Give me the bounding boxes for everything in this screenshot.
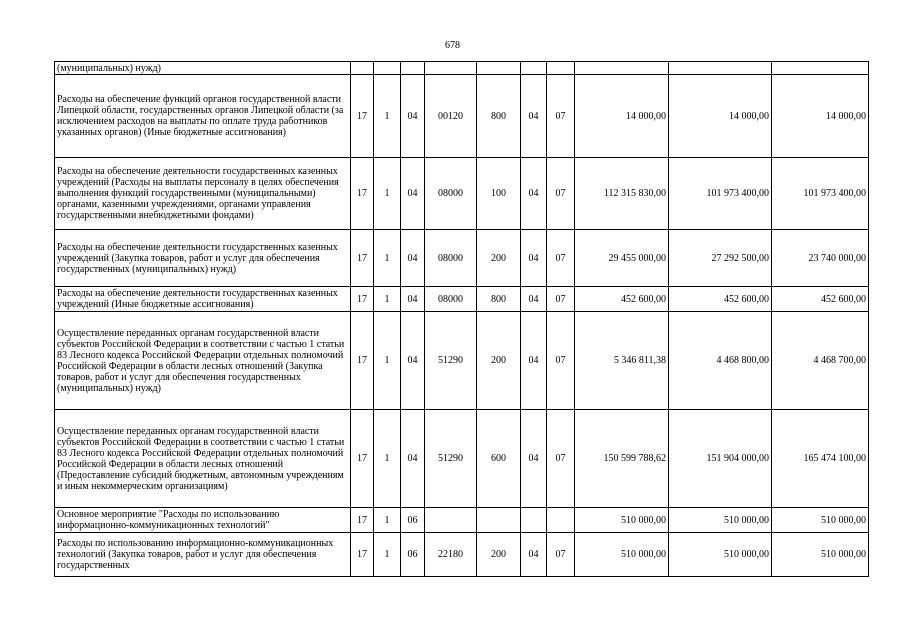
cell-amount-year1: 510 000,00 (575, 533, 669, 577)
cell-amount-year1: 150 599 788,62 (575, 410, 669, 508)
cell-description: Расходы на обеспечение функций органов государственной власти Липецкой области, государственных органов Липецкой области (за исключением расходов на выплаты по оплате труда работников указанных органов) (Иные бюджетные ассигнования) (55, 75, 351, 158)
cell-description: Осуществление переданных органам государственной власти субъектов Российской Федерации в соответствии с частью 1 статьи 83 Лесного кодекса Российской Федерации отдельных полномочий Российской Федерации в области лесных отношений (Предоставление субсидий бюджетным, автономным учреждениям и иным некоммерческим организациям) (55, 410, 351, 508)
cell-expense-type: 200 (477, 312, 521, 410)
table-row (55, 312, 869, 410)
cell-amount-year1: 5 346 811,38 (575, 312, 669, 410)
cell-subprogram: 04 (401, 287, 425, 312)
cell-chapter: 17 (351, 75, 374, 158)
cell-expense-type: 800 (477, 75, 521, 158)
cell-chapter: 17 (351, 533, 374, 577)
cell-direction: 08000 (425, 158, 477, 230)
table-body (55, 62, 869, 577)
cell-subsection: 07 (547, 158, 575, 230)
cell-expense-type: 800 (477, 287, 521, 312)
cell-direction: 51290 (425, 410, 477, 508)
cell-description: Расходы на обеспечение деятельности государственных казенных учреждений (Иные бюджетные ассигнования) (55, 287, 351, 312)
cell-subprogram: 06 (401, 508, 425, 533)
cell-amount-year1: 112 315 830,00 (575, 158, 669, 230)
table-row (55, 410, 869, 508)
cell-section (521, 62, 547, 75)
cell-program: 1 (374, 312, 401, 410)
cell-amount-year3: 510 000,00 (772, 508, 869, 533)
cell-section: 04 (521, 312, 547, 410)
cell-amount-year3: 452 600,00 (772, 287, 869, 312)
cell-section: 04 (521, 410, 547, 508)
cell-subsection (547, 62, 575, 75)
cell-amount-year1 (575, 62, 669, 75)
cell-direction: 08000 (425, 230, 477, 287)
cell-program: 1 (374, 533, 401, 577)
cell-description: Осуществление переданных органам государственной власти субъектов Российской Федерации в соответствии с частью 1 статьи 83 Лесного кодекса Российской Федерации отдельных полномочий Российской Федерации в области лесных отношений (Закупка товаров, работ и услуг для обеспечения государственных (муниципальных) нужд) (55, 312, 351, 410)
cell-amount-year1: 510 000,00 (575, 508, 669, 533)
cell-subprogram: 04 (401, 75, 425, 158)
table-row (55, 287, 869, 312)
cell-amount-year3: 4 468 700,00 (772, 312, 869, 410)
cell-expense-type: 200 (477, 230, 521, 287)
cell-program (374, 62, 401, 75)
cell-program: 1 (374, 410, 401, 508)
cell-subprogram: 04 (401, 410, 425, 508)
cell-amount-year3: 165 474 100,00 (772, 410, 869, 508)
cell-subsection: 07 (547, 75, 575, 158)
cell-subsection: 07 (547, 312, 575, 410)
table-row (55, 75, 869, 158)
cell-amount-year3 (772, 62, 869, 75)
table-row (55, 533, 869, 577)
cell-amount-year1: 29 455 000,00 (575, 230, 669, 287)
cell-section (521, 508, 547, 533)
cell-subsection: 07 (547, 410, 575, 508)
cell-subprogram: 04 (401, 312, 425, 410)
cell-subprogram (401, 62, 425, 75)
cell-amount-year3: 14 000,00 (772, 75, 869, 158)
cell-amount-year2: 27 292 500,00 (669, 230, 772, 287)
cell-section: 04 (521, 75, 547, 158)
cell-chapter: 17 (351, 158, 374, 230)
cell-expense-type (477, 62, 521, 75)
table-row (55, 508, 869, 533)
cell-direction: 22180 (425, 533, 477, 577)
cell-chapter (351, 62, 374, 75)
cell-direction: 08000 (425, 287, 477, 312)
cell-amount-year1: 14 000,00 (575, 75, 669, 158)
cell-amount-year2: 510 000,00 (669, 533, 772, 577)
cell-amount-year2: 510 000,00 (669, 508, 772, 533)
cell-chapter: 17 (351, 312, 374, 410)
cell-expense-type (477, 508, 521, 533)
cell-direction (425, 508, 477, 533)
cell-description: Расходы по использованию информационно-коммуникационных технологий (Закупка товаров, работ и услуг для обеспечения государственных (55, 533, 351, 577)
table-row (55, 158, 869, 230)
cell-amount-year3: 23 740 000,00 (772, 230, 869, 287)
cell-amount-year2: 14 000,00 (669, 75, 772, 158)
page-number: 678 (445, 40, 460, 51)
cell-program: 1 (374, 230, 401, 287)
cell-amount-year2 (669, 62, 772, 75)
cell-section: 04 (521, 158, 547, 230)
cell-chapter: 17 (351, 230, 374, 287)
cell-subsection (547, 508, 575, 533)
cell-amount-year3: 510 000,00 (772, 533, 869, 577)
cell-section: 04 (521, 230, 547, 287)
cell-description: Расходы на обеспечение деятельности государственных казенных учреждений (Закупка товаров, работ и услуг для обеспечения государственных (муниципальных) нужд) (55, 230, 351, 287)
cell-amount-year3: 101 973 400,00 (772, 158, 869, 230)
cell-chapter: 17 (351, 410, 374, 508)
table-row (55, 62, 869, 75)
cell-expense-type: 200 (477, 533, 521, 577)
cell-program: 1 (374, 287, 401, 312)
cell-description: Расходы на обеспечение деятельности государственных казенных учреждений (Расходы на выплаты персоналу в целях обеспечения выполнения функций государственными (муниципальными) органами, казенными учреждениями, органами управления государственными внебюджетными фондами) (55, 158, 351, 230)
cell-direction: 51290 (425, 312, 477, 410)
cell-chapter: 17 (351, 508, 374, 533)
cell-description: (муниципальных) нужд) (55, 62, 351, 75)
cell-program: 1 (374, 158, 401, 230)
budget-table (54, 61, 869, 577)
cell-description: Основное мероприятие "Расходы по использованию информационно-коммуникационных технологий" (55, 508, 351, 533)
cell-program: 1 (374, 75, 401, 158)
cell-subsection: 07 (547, 533, 575, 577)
cell-amount-year2: 4 468 800,00 (669, 312, 772, 410)
cell-section: 04 (521, 533, 547, 577)
cell-program: 1 (374, 508, 401, 533)
cell-amount-year1: 452 600,00 (575, 287, 669, 312)
cell-section: 04 (521, 287, 547, 312)
cell-expense-type: 600 (477, 410, 521, 508)
cell-direction: 00120 (425, 75, 477, 158)
cell-subprogram: 04 (401, 230, 425, 287)
cell-subprogram: 04 (401, 158, 425, 230)
cell-amount-year2: 101 973 400,00 (669, 158, 772, 230)
cell-subprogram: 06 (401, 533, 425, 577)
cell-subsection: 07 (547, 287, 575, 312)
cell-amount-year2: 151 904 000,00 (669, 410, 772, 508)
cell-direction (425, 62, 477, 75)
cell-expense-type: 100 (477, 158, 521, 230)
table-row (55, 230, 869, 287)
cell-chapter: 17 (351, 287, 374, 312)
cell-amount-year2: 452 600,00 (669, 287, 772, 312)
cell-subsection: 07 (547, 230, 575, 287)
